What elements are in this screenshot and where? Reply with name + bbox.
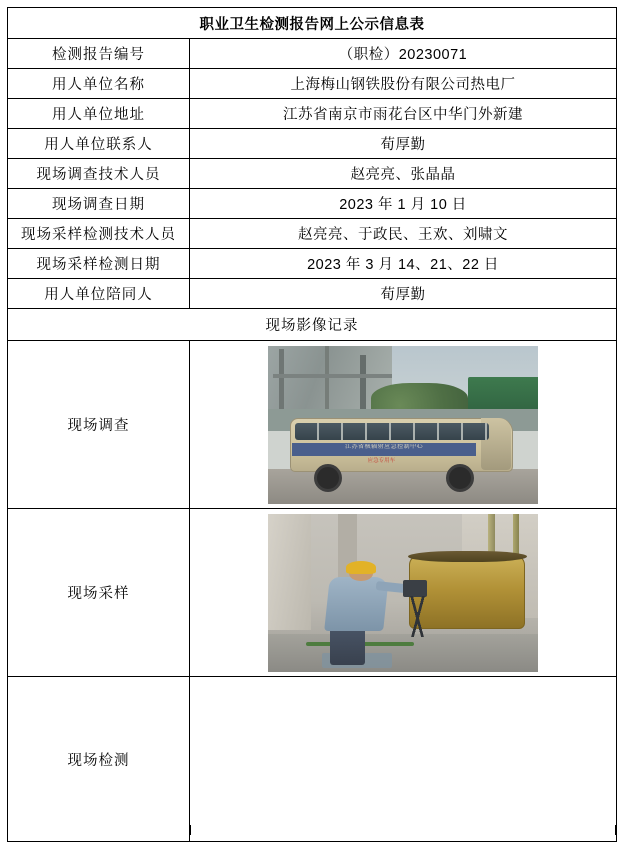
field-value-employer-escort: 荀厚勤 bbox=[190, 279, 617, 309]
photo-pillar bbox=[268, 514, 311, 631]
table-row bbox=[8, 249, 617, 279]
field-label-sampling-staff: 现场采样检测技术人员 bbox=[8, 219, 190, 249]
field-value-survey-date: 2023 年 1 月 10 日 bbox=[190, 189, 617, 219]
field-label-survey-staff: 现场调查技术人员 bbox=[8, 159, 190, 189]
table-row-title bbox=[8, 8, 617, 39]
table-row bbox=[8, 129, 617, 159]
photo-cell-survey bbox=[190, 341, 617, 509]
field-value-employer-name: 上海梅山钢铁股份有限公司热电厂 bbox=[190, 69, 617, 99]
field-value-employer-address: 江苏省南京市雨花台区中华门外新建 bbox=[190, 99, 617, 129]
photo-bus-window-mullions bbox=[295, 423, 489, 440]
section-header-photo-record: 现场影像记录 bbox=[8, 309, 617, 341]
photo-sampling-device bbox=[403, 580, 427, 597]
photo-beam bbox=[325, 346, 329, 412]
photo-floor bbox=[268, 634, 538, 672]
photo-bus-caption-line2: 应急专用车 bbox=[367, 458, 396, 465]
field-value-survey-staff: 赵亮亮、张晶晶 bbox=[190, 159, 617, 189]
field-label-report-number: 检测报告编号 bbox=[8, 39, 190, 69]
field-label-sampling-date: 现场采样检测日期 bbox=[8, 249, 190, 279]
field-label-employer-name: 用人单位名称 bbox=[8, 69, 190, 99]
public-notice-form bbox=[7, 7, 617, 842]
photo-label-survey: 现场调查 bbox=[8, 341, 190, 509]
document-page bbox=[0, 7, 623, 835]
photo-sampling-image bbox=[268, 514, 538, 672]
field-value-sampling-staff: 赵亮亮、于政民、王欢、刘啸文 bbox=[190, 219, 617, 249]
photo-beam-cross bbox=[273, 374, 392, 378]
table-row-photo-sampling bbox=[8, 509, 617, 677]
table-column-divider bbox=[190, 825, 191, 835]
photo-beam bbox=[360, 355, 366, 415]
photo-safety-helmet bbox=[346, 561, 376, 574]
photo-cell-sampling bbox=[190, 509, 617, 677]
field-label-survey-date: 现场调查日期 bbox=[8, 189, 190, 219]
field-value-sampling-date: 2023 年 3 月 14、21、22 日 bbox=[190, 249, 617, 279]
table-row-photo-testing bbox=[8, 677, 617, 842]
photo-ground bbox=[268, 469, 538, 504]
photo-bus-wheel bbox=[314, 464, 342, 492]
table-row bbox=[8, 279, 617, 309]
photo-label-sampling: 现场采样 bbox=[8, 509, 190, 677]
table-row bbox=[8, 39, 617, 69]
field-value-report-number: （职检）20230071 bbox=[190, 39, 617, 69]
field-value-employer-contact: 荀厚勤 bbox=[190, 129, 617, 159]
table-row-section-header bbox=[8, 309, 617, 341]
table-row bbox=[8, 99, 617, 129]
field-label-employer-address: 用人单位地址 bbox=[8, 99, 190, 129]
field-label-employer-contact: 用人单位联系人 bbox=[8, 129, 190, 159]
page-title: 职业卫生检测报告网上公示信息表 bbox=[8, 8, 617, 39]
photo-bus-caption-line1: 江苏省核辐射应急控制中心 bbox=[345, 444, 424, 451]
table-row bbox=[8, 159, 617, 189]
table-row bbox=[8, 69, 617, 99]
table-bottom-continuation bbox=[7, 825, 616, 835]
table-row bbox=[8, 189, 617, 219]
photo-cell-testing bbox=[190, 677, 617, 842]
field-label-employer-escort: 用人单位陪同人 bbox=[8, 279, 190, 309]
table-row-photo-survey bbox=[8, 341, 617, 509]
photo-survey-image bbox=[268, 346, 538, 504]
photo-bus-wheel bbox=[446, 464, 474, 492]
table-row bbox=[8, 219, 617, 249]
photo-tripod bbox=[400, 596, 435, 637]
photo-label-testing: 现场检测 bbox=[8, 677, 190, 842]
